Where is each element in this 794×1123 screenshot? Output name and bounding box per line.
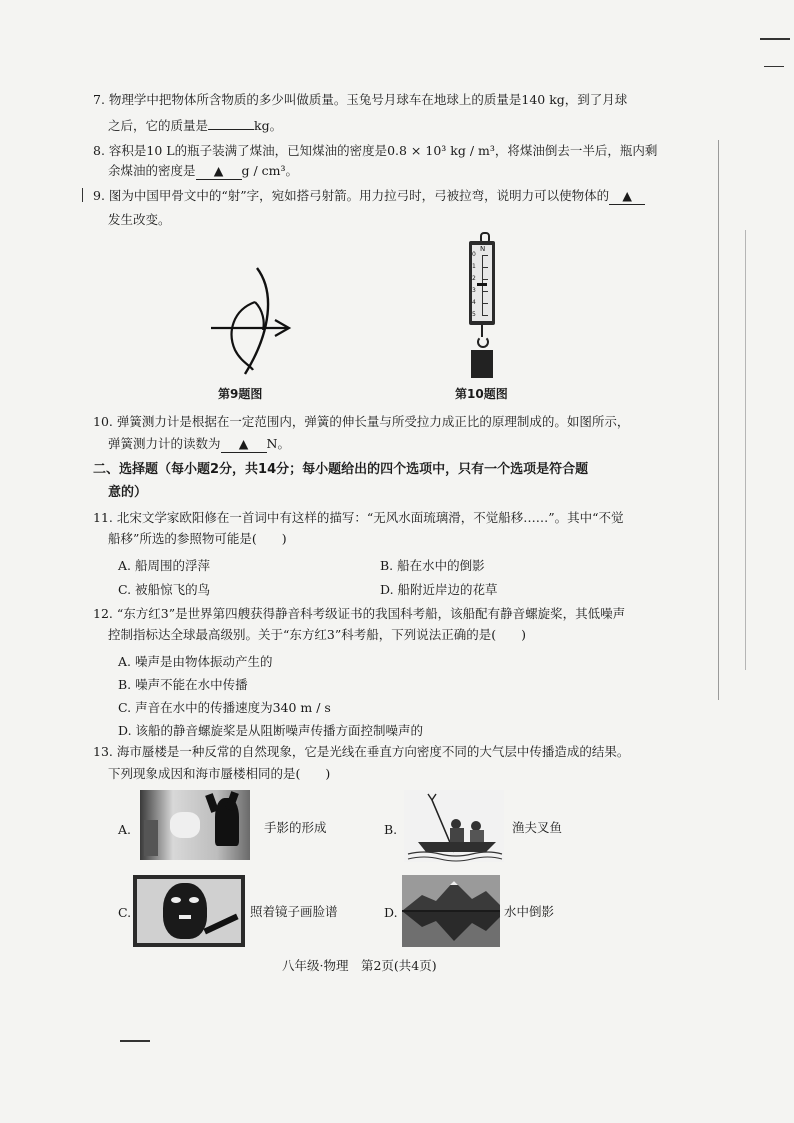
q11-option-c[interactable]: C. 被船惊飞的鸟 (118, 582, 211, 597)
q11-option-b[interactable]: B. 船在水中的倒影 (380, 558, 485, 573)
scale-tick-label: 3 (472, 287, 476, 294)
q10-line1: 10. 弹簧测力计是根据在一定范围内，弹簧的伸长量与所受拉力成正比的原理制成的。如图所示， (93, 414, 630, 429)
q12-option-d[interactable]: D. 该船的静音螺旋桨是从阻断噪声传播方面控制噪声的 (118, 723, 424, 738)
q13-option-c-letter[interactable]: C. (118, 905, 132, 920)
water-reflection-image[interactable] (402, 875, 500, 947)
fig9-caption: 第9题图 (218, 387, 263, 401)
scan-edge-line-right (718, 140, 719, 700)
weight-block (471, 350, 493, 378)
q7-line1: 7. 物理学中把物体所含物质的多少叫做质量。玉兔号月球车在地球上的质量是140 kg，到了月球 (93, 92, 628, 107)
scan-mark-top (760, 38, 790, 40)
q10-line2 (108, 436, 290, 453)
q11-option-d[interactable]: D. 船附近岸边的花草 (380, 582, 498, 597)
q11-line1: 11. 北宋文学家欧阳修在一首词中有这样的描写：“无风水面琉璃滑，不觉船移……”。其中“不觉 (93, 510, 624, 525)
scan-edge-line-far-right (745, 230, 746, 670)
bow-arrow-figure (205, 262, 295, 382)
scale-tick-mark (482, 315, 488, 316)
q7-unit: kg。 (254, 118, 283, 133)
q10-text: 弹簧测力计的读数为 (108, 436, 221, 451)
q9-answer-blank[interactable]: ▲ (609, 188, 645, 205)
scale-pointer (477, 283, 487, 286)
section2-heading-line2: 意的） (108, 485, 148, 500)
fig10-caption: 第10题图 (455, 387, 508, 401)
q13-option-b-letter[interactable]: B. (384, 822, 398, 837)
q12-line2: 控制指标达全球最高级别。关于“东方红3”科考船，下列说法正确的是( ) (108, 627, 526, 642)
q13-line1: 13. 海市蜃楼是一种反常的自然现象，它是光线在垂直方向密度不同的大气层中传播造成的结果。 (93, 744, 630, 759)
q11-line2: 船移”所选的参照物可能是( ) (108, 531, 287, 546)
q12-option-b[interactable]: B. 噪声不能在水中传播 (118, 677, 248, 692)
q13-option-c-text: 照着镜子画脸谱 (250, 904, 338, 919)
q7-answer-blank[interactable] (208, 129, 254, 130)
q12-option-a[interactable]: A. 噪声是由物体振动产生的 (118, 654, 273, 669)
fisherman-spear-image[interactable] (404, 790, 504, 862)
scale-unit: N (480, 245, 486, 253)
q12-option-c[interactable]: C. 声音在水中的传播速度为340 m / s (118, 700, 331, 715)
q9-text: 9. 图为中国甲骨文中的“射”字，宛如搭弓射箭。用力拉弓时，弓被拉弯，说明力可以使物体的 (93, 188, 610, 203)
scale-tick-label: 1 (472, 263, 476, 270)
q10-answer-blank[interactable]: ▲ (221, 436, 267, 453)
q12-line1: 12. “东方红3”是世界第四艘获得静音科考级证书的我国科考船，该船配有静音螺旋桨，其低噪声 (93, 606, 626, 621)
mirror-face-paint-image[interactable] (133, 875, 245, 947)
q7-line2 (108, 118, 282, 134)
section2-heading-line1: 二、选择题（每小题2分，共14分；每小题给出的四个选项中，只有一个选项是符合题 (93, 462, 589, 477)
q13-option-d-text: 水中倒影 (504, 904, 555, 919)
hand-shadow-image[interactable] (140, 790, 250, 860)
scale-tick-label: 0 (472, 251, 476, 258)
q13-option-b-text: 渔夫叉鱼 (512, 820, 563, 835)
q8-line1: 8. 容积是10 L的瓶子装满了煤油，已知煤油的密度是0.8 × 10³ kg / m³，将煤油倒去一半后，瓶内剩 (93, 143, 658, 158)
spring-scale-figure (467, 232, 499, 382)
q9-line1 (93, 188, 645, 205)
q9-line2: 发生改变。 (108, 212, 171, 227)
scale-tick-label: 4 (472, 299, 476, 306)
q11-option-a[interactable]: A. 船周围的浮萍 (118, 558, 210, 573)
q7-text: 之后，它的质量是 (108, 118, 209, 133)
q13-line2: 下列现象成因和海市蜃楼相同的是( ) (108, 766, 331, 781)
scan-mark-left (82, 188, 83, 202)
q8-text: 余煤油的密度是 (108, 163, 196, 178)
q13-option-a-text: 手影的形成 (264, 820, 327, 835)
scan-mark-top-small (764, 66, 784, 67)
q8-line2 (108, 163, 298, 180)
scan-mark-bottom (120, 1040, 150, 1042)
q13-option-d-letter[interactable]: D. (384, 905, 398, 920)
q10-unit: N。 (266, 436, 290, 451)
q13-option-a-letter[interactable]: A. (118, 822, 132, 837)
scale-tick-label: 5 (472, 311, 476, 318)
q8-answer-blank[interactable]: ▲ (196, 163, 242, 180)
page-footer: 八年级·物理 第2页(共4页) (282, 958, 437, 973)
scale-tick-label: 2 (472, 275, 476, 282)
q8-unit: g / cm³。 (241, 163, 299, 178)
